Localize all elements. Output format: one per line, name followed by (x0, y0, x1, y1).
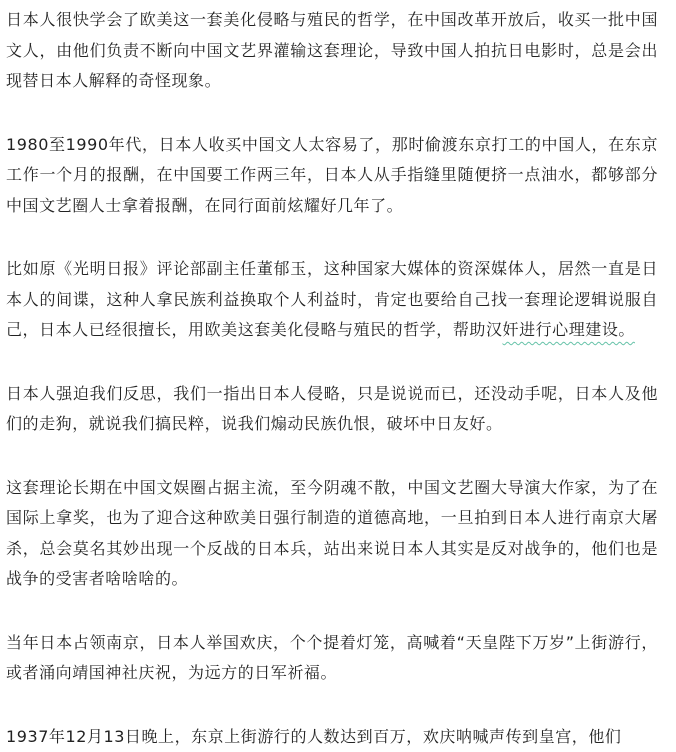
paragraph-4 (6, 379, 658, 440)
paragraph-2 (6, 130, 658, 222)
paragraph-2-text: 1980至1990年代，日本人收买中国文人太容易了，那时偷渡东京打工的中国人，在东京工作一个月的报酬，在中国要工作两三年，日本人从手指缝里随便挤一点油水，都够部分中国文艺圈人士拿着报酬，在同行面前炫耀好几年了。 (6, 135, 658, 215)
paragraph-6-text: 当年日本占领南京，日本人举国欢庆，个个提着灯笼，高喊着“天皇陛下万岁”上街游行，或者涌向靖国神社庆祝，为远方的日军祈福。 (6, 633, 658, 683)
paragraph-3 (6, 254, 658, 346)
paragraph-6 (6, 628, 658, 689)
paragraph-7-text: 1937年12月13日晚上，东京上街游行的人数达到百万，欢庆呐喊声传到皇宫，他们 (6, 727, 621, 746)
article-body (6, 5, 658, 752)
paragraph-5-text: 这套理论长期在中国文娱圈占据主流，至今阴魂不散，中国文艺圈大导演大作家，为了在国际上拿奖，也为了迎合这种欧美日强行制造的道德高地，一旦拍到日本人进行南京大屠杀，总会莫名其妙出现一个反战的日本兵，站出来说日本人其实是反对战争的，他们也是战争的受害者啥啥啥的。 (6, 478, 658, 589)
paragraph-1-text: 日本人很快学会了欧美这一套美化侵略与殖民的哲学，在中国改革开放后，收买一批中国文人，由他们负责不断向中国文艺界灌输这套理论，导致中国人拍抗日电影时，总是会出现替日本人解释的奇怪现象。 (6, 10, 658, 90)
spellcheck-underlined-text: 奸进行心理建设。 (503, 320, 635, 339)
paragraph-7 (6, 722, 658, 752)
paragraph-4-text: 日本人强迫我们反思，我们一指出日本人侵略，只是说说而已，还没动手呢，日本人及他们的走狗，就说我们搞民粹，说我们煽动民族仇恨，破坏中日友好。 (6, 384, 658, 434)
paragraph-3-text: 比如原《光明日报》评论部副主任董郁玉，这种国家大媒体的资深媒体人，居然一直是日本人的间谍，这种人拿民族利益换取个人利益时，肯定也要给自己找一套理论逻辑说服自己，日本人已经很擅长，用欧美这套美化侵略与殖民的哲学，帮助汉 (6, 259, 658, 339)
paragraph-5 (6, 473, 658, 595)
paragraph-1 (6, 5, 658, 97)
